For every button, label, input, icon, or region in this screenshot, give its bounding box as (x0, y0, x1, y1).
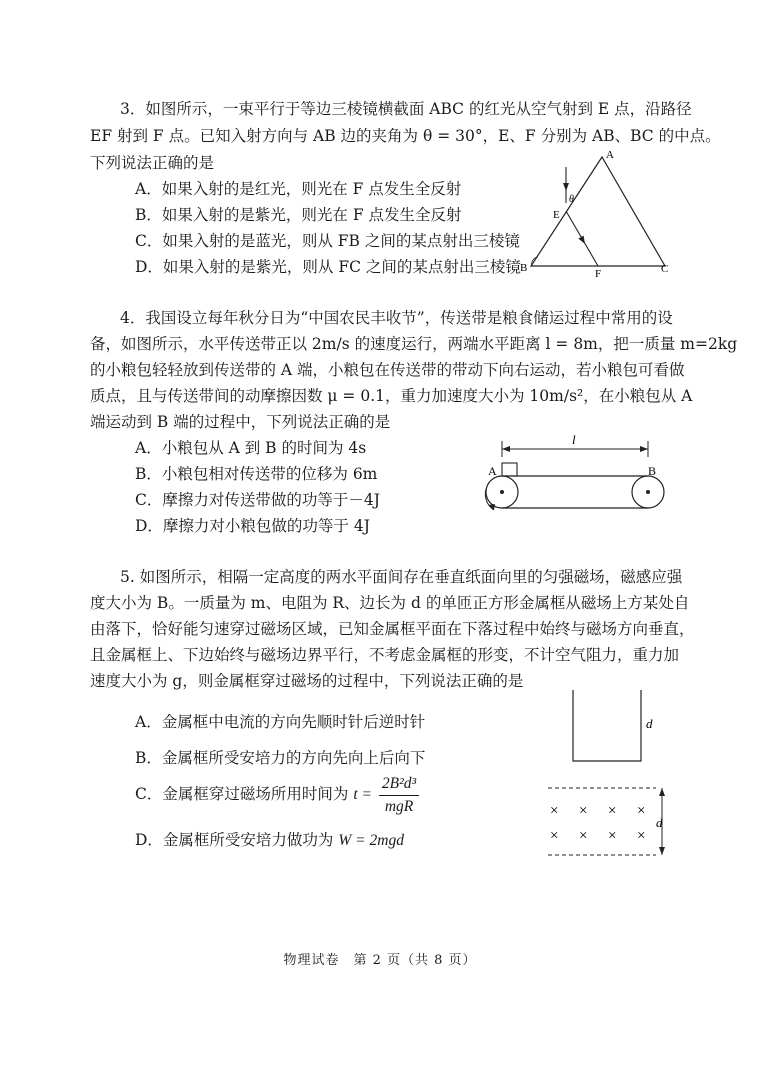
field-cross: × (579, 828, 588, 844)
label-d-field: d (656, 815, 663, 830)
q5-option-c-fraction (379, 773, 419, 818)
q3-stem-line-1: 3．如图所示，一束平行于等边三棱镜横截面 ABC 的红光从空气射到 E 点，沿路径 (120, 100, 692, 118)
q3-option-d: D．如果入射的是紫光，则从 FC 之间的某点射出三棱镜 (135, 258, 521, 276)
q4-option-d: D．摩擦力对小粮包做的功等于 4J (135, 517, 370, 535)
field-arrow-top (659, 788, 665, 796)
refracted-arrowhead (578, 236, 587, 246)
q4-stem-line-4: 质点，且与传送带间的动摩擦因数 μ = 0.1，重力加速度大小为 10m/s²，在小粮包从 A (90, 387, 693, 405)
field-cross: × (550, 803, 559, 819)
q5-option-d-text: D．金属框所受安培力做功为 (135, 831, 334, 849)
q5-stem-line-2: 度大小为 B。一质量为 m、电阻为 R、边长为 d 的单匝正方形金属框从磁场上方某处自 (90, 594, 690, 612)
q5-option-c (135, 772, 419, 818)
field-cross: × (637, 828, 646, 844)
q5-option-b: B．金属框所受安培力的方向先向上后向下 (135, 749, 426, 767)
fraction-denominator: mgR (384, 797, 414, 815)
field-cross: × (579, 803, 588, 819)
q5-option-a: A．金属框中电流的方向先顺时针后逆时针 (135, 713, 426, 731)
q5-stem-line-5: 速度大小为 g，则金属框穿过磁场的过程中，下列说法正确的是 (90, 672, 524, 690)
field-cross: × (637, 803, 646, 819)
q3-stem-line-2: EF 射到 F 点。已知入射方向与 AB 边的夹角为 θ = 30°，E、F 分别为 AB、BC 的中点。 (90, 127, 721, 145)
label-d-frame: d (646, 716, 653, 731)
grain-bag (502, 463, 517, 476)
label-conveyor-b: B (648, 464, 657, 478)
q4-stem-line-5: 端运动到 B 端的过程中，下列说法正确的是 (90, 413, 391, 431)
magnetic-field-diagram (540, 690, 670, 862)
q5-option-d-formula: W = 2mgd (338, 832, 404, 849)
q5-stem-line-3: 由落下，恰好能匀速穿过磁场区域，已知金属框平面在下落过程中始终与磁场方向垂直， (90, 620, 695, 638)
prism-diagram (510, 145, 675, 280)
q4-stem-line-3: 的小粮包轻轻放到传送带的 A 端，小粮包在传送带的带动下向右运动，若小粮包可看做 (90, 361, 685, 379)
page-footer: 物理试卷 第 2 页（共 8 页） (283, 953, 477, 968)
label-b: B (520, 262, 528, 274)
fraction-numerator: 2B²d³ (379, 773, 419, 796)
incident-arrowhead (563, 183, 569, 191)
q4-stem-line-1: 4．我国设立每年秋分日为“中国农民丰收节”，传送带是粮食储运过程中常用的设 (120, 309, 673, 327)
label-theta: θ (569, 194, 574, 205)
metal-frame (573, 690, 641, 761)
l-arrow-right (640, 446, 648, 452)
rotation-arrowhead (488, 504, 495, 510)
q5-option-c-lhs: t = (353, 786, 372, 803)
label-f: F (595, 268, 602, 280)
q5-stem-line-1: 5. 如图所示，相隔一定高度的两水平面间存在垂直纸面向里的匀强磁场，磁感应强 (120, 568, 683, 586)
q4-option-b: B．小粮包相对传送带的位移为 6m (135, 465, 378, 483)
q3-option-c: C．如果入射的是蓝光，则从 FB 之间的某点射出三棱镜 (135, 232, 520, 250)
q3-option-b: B．如果入射的是紫光，则光在 F 点发生全反射 (135, 206, 462, 224)
label-e: E (553, 209, 560, 221)
field-arrow-bottom (659, 847, 665, 855)
label-conveyor-a: A (488, 464, 497, 478)
q4-option-c: C．摩擦力对传送带做的功等于－4J (135, 491, 380, 509)
angle-b-arc (532, 257, 538, 266)
q5-option-d (135, 830, 404, 851)
label-a: A (606, 149, 614, 161)
right-roller-axle (646, 490, 650, 494)
q5-stem-line-4: 且金属框上、下边始终与磁场边界平行，不考虑金属框的形变，不计空气阻力，重力加 (90, 646, 680, 664)
prism-triangle (531, 157, 665, 266)
label-l: l (572, 433, 576, 447)
q3-stem-line-3: 下列说法正确的是 (90, 154, 215, 172)
l-arrow-left (502, 446, 510, 452)
q3-option-a: A．如果入射的是红光，则光在 F 点发生全反射 (135, 180, 462, 198)
label-c: C (661, 263, 669, 275)
field-cross: × (608, 828, 617, 844)
q4-option-a: A．小粮包从 A 到 B 的时间为 4s (135, 439, 367, 457)
q5-option-c-text: C．金属框穿过磁场所用时间为 (135, 785, 349, 803)
conveyor-diagram (478, 433, 678, 538)
left-roller-axle (500, 490, 504, 494)
field-cross: × (550, 828, 559, 844)
q4-stem-line-2: 备，如图所示，水平传送带正以 2m/s 的速度运行，两端水平距离 l = 8m，把一质量 m=2kg (90, 335, 738, 353)
field-cross: × (608, 803, 617, 819)
